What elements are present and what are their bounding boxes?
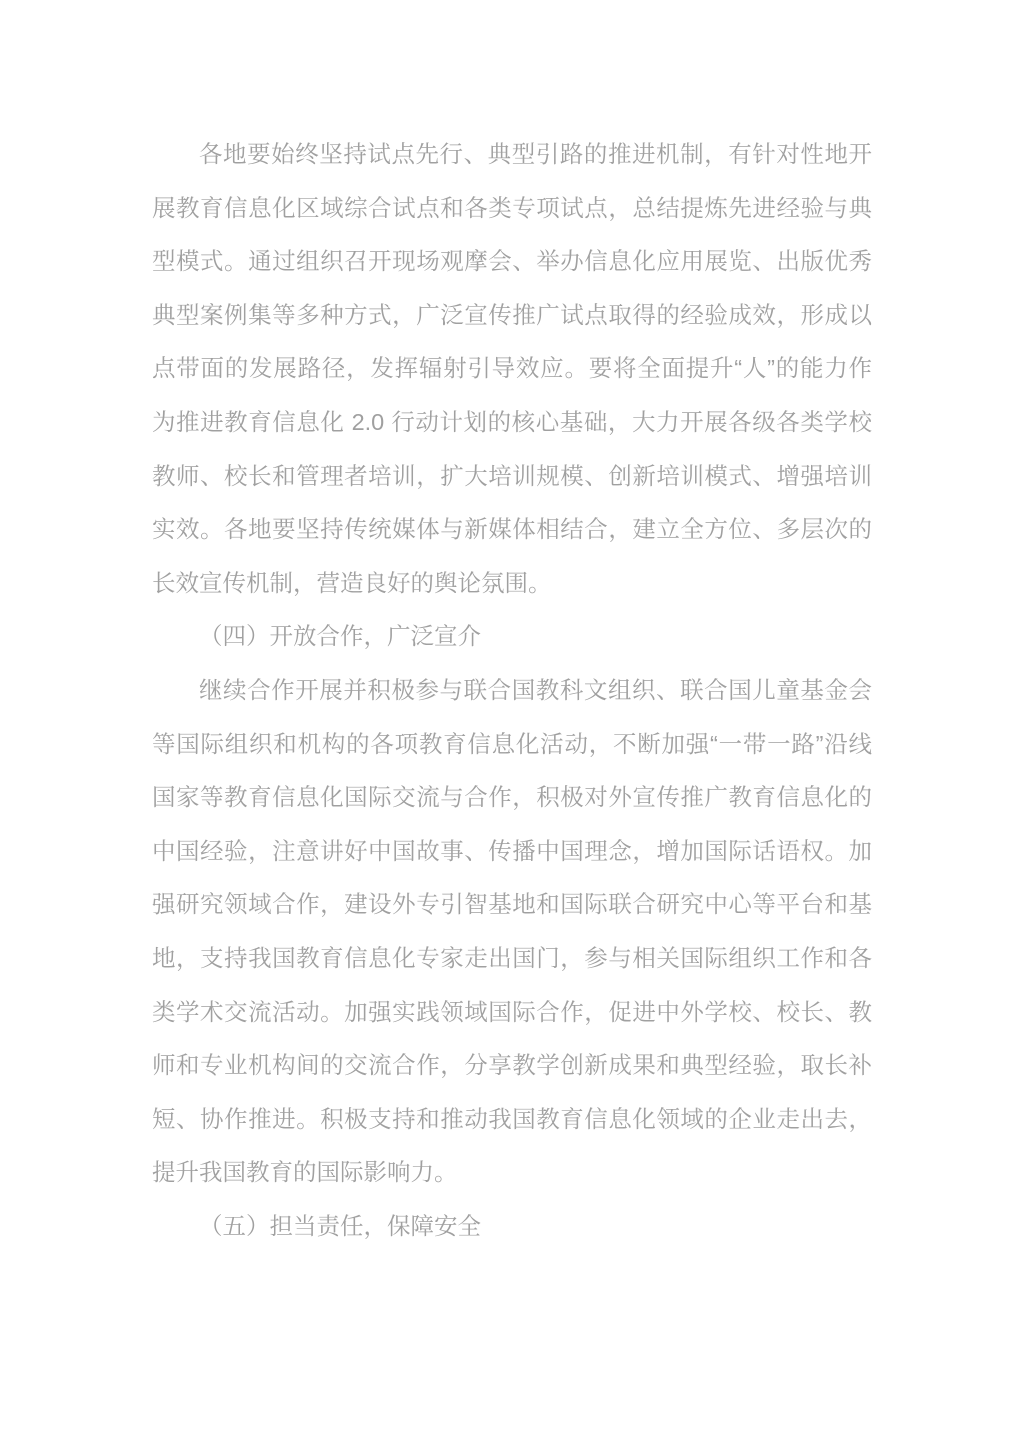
document-body [152,128,872,1253]
paragraph-international-cooperation: 继续合作开展并积极参与联合国教科文组织、联合国儿童基金会等国际组织和机构的各项教育信息化活动，不断加强“一带一路”沿线国家等教育信息化国际交流与合作，积极对外宣传推广教育信息化的中国经验，注意讲好中国故事、传播中国理念，增加国际话语权。加强研究领域合作，建设外专引智基地和国际联合研究中心等平台和基地，支持我国教育信息化专家走出国门，参与相关国际组织工作和各类学术交流活动。加强实践领域国际合作，促进中外学校、校长、教师和专业机构间的交流合作，分享教学创新成果和典型经验，取长补短、协作推进。积极支持和推动我国教育信息化领域的企业走出去，提升我国教育的国际影响力。 [152,676,872,1186]
section-heading-open-cooperation: （四）开放合作，广泛宣介 [199,623,481,650]
paragraph-pilot-promotion: 各地要始终坚持试点先行、典型引路的推进机制，有针对性地开展教育信息化区域综合试点和各类专项试点，总结提炼先进经验与典型模式。通过组织召开现场观摩会、举办信息化应用展览、出版优秀典型案例集等多种方式，广泛宣传推广试点取得的经验成效，形成以点带面的发展路径，发挥辐射引导效应。要将全面提升“人”的能力作为推进教育信息化 2.0 行动计划的核心基础，大力开展各级各类学校教师、校长和管理者培训，扩大培训规模、创新培训模式、增强培训实效。各地要坚持传统媒体与新媒体相结合，建立全方位、多层次的长效宣传机制，营造良好的舆论氛围。 [152,141,872,596]
section-heading-responsibility-security: （五）担当责任，保障安全 [199,1212,481,1239]
